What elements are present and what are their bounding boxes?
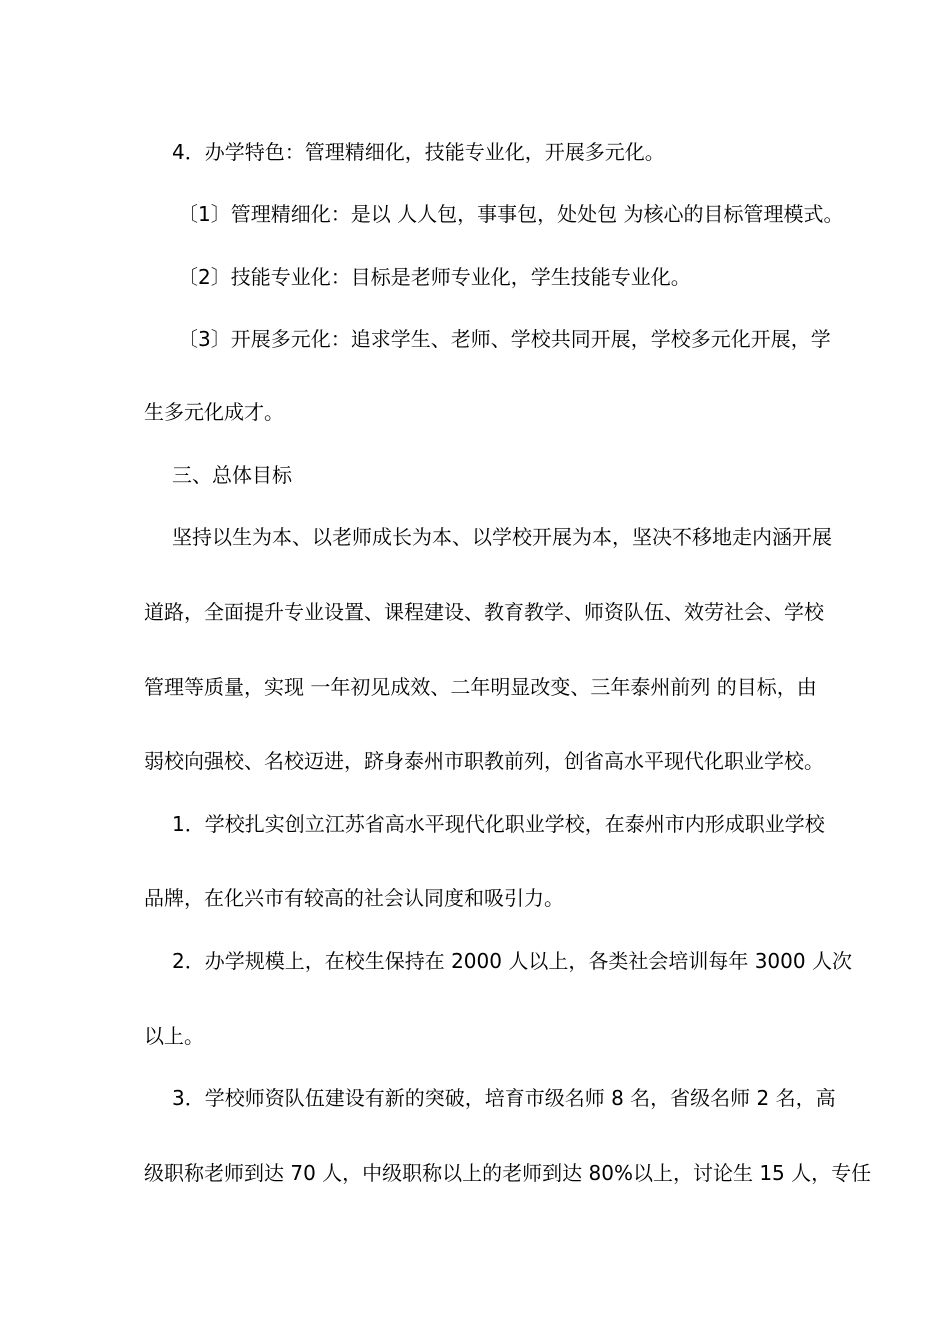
text-line-9: 管理等质量，实现 一年初见成效、二年明显改变、三年泰州前列 的目标，由 xyxy=(144,675,817,699)
text-line-4: 〔3〕开展多元化：追求学生、老师、学校共同开展，学校多元化开展，学 xyxy=(178,327,831,351)
text-line-10: 弱校向强校、名校迈进，跻身泰州市职教前列，创省高水平现代化职业学校。 xyxy=(144,749,824,773)
section-heading: 三、总体目标 xyxy=(172,463,292,487)
text-line-11: 1．学校扎实创立江苏省高水平现代化职业学校，在泰州市内形成职业学校 xyxy=(172,812,825,836)
text-line-1: 4．办学特色：管理精细化，技能专业化，开展多元化。 xyxy=(172,140,665,164)
text-line-14: 以上。 xyxy=(144,1024,204,1048)
text-line-7: 坚持以生为本、以老师成长为本、以学校开展为本，坚决不移地走内涵开展 xyxy=(172,525,832,549)
text-line-5: 生多元化成才。 xyxy=(144,400,284,424)
text-line-3: 〔2〕技能专业化：目标是老师专业化，学生技能专业化。 xyxy=(178,265,691,289)
text-line-13: 2．办学规模上，在校生保持在 2000 人以上，各类社会培训每年 3000 人次 xyxy=(172,949,852,973)
text-line-12: 品牌，在化兴市有较高的社会认同度和吸引力。 xyxy=(144,886,564,910)
text-line-15: 3．学校师资队伍建设有新的突破，培育市级名师 8 名，省级名师 2 名，高 xyxy=(172,1086,836,1110)
text-line-2: 〔1〕管理精细化：是以 人人包，事事包，处处包 为核心的目标管理模式。 xyxy=(178,202,844,226)
text-line-8: 道路，全面提升专业设置、课程建设、教育教学、师资队伍、效劳社会、学校 xyxy=(144,600,824,624)
text-line-16: 级职称老师到达 70 人，中级职称以上的老师到达 80%以上，讨论生 15 人，专任 xyxy=(144,1161,872,1185)
